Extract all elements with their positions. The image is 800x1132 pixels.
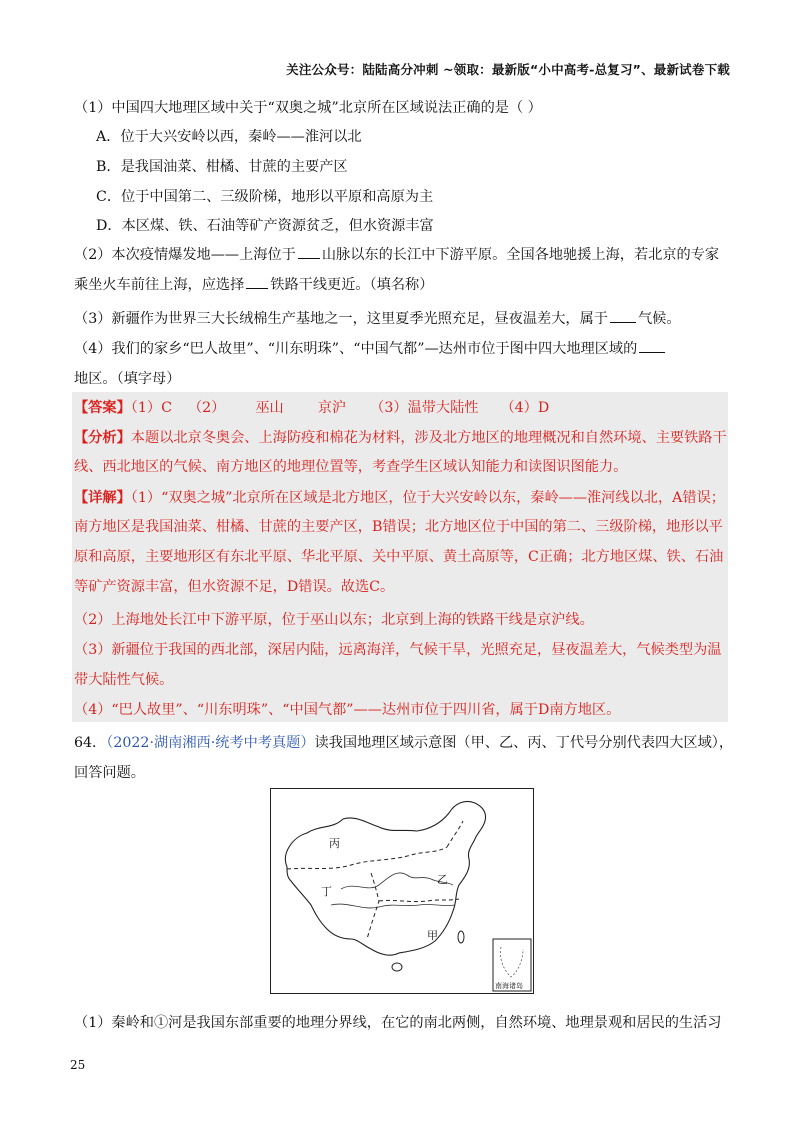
fill-blank bbox=[610, 310, 636, 323]
fill-blank bbox=[298, 246, 320, 259]
q64-sub1: （1）秦岭和①河是我国东部重要的地理分界线，在它的南北两侧，自然环境、地理景观和居民的生活习 bbox=[74, 1015, 722, 1031]
q1-option-c: C．位于中国第二、三级阶梯，地形以平原和高原为主 bbox=[96, 189, 434, 205]
q2-line2 bbox=[74, 275, 433, 295]
fill-blank bbox=[246, 276, 268, 289]
detail-label: 【详解】 bbox=[74, 490, 131, 506]
q4-line1-text: （4）我们的家乡“巴人故里”、“川东明珠”、“中国气都”—达州市位于图中四大地理区域的 bbox=[74, 341, 638, 357]
boundary-tibet bbox=[367, 873, 379, 939]
q4-line2: 地区。（填字母） bbox=[74, 371, 181, 387]
analysis-text-1: 本题以北京冬奥会、上海防疫和棉花为材料，涉及北方地区的地理概况和自然环境、主要铁路干 bbox=[130, 430, 727, 446]
china-region-map bbox=[270, 788, 534, 994]
analysis-label: 【分析】 bbox=[74, 430, 131, 446]
map-label-bing: 丙 bbox=[329, 837, 340, 850]
q1-option-d: D．本区煤、铁、石油等矿产资源贫乏，但水资源丰富 bbox=[96, 218, 434, 234]
analysis-line1 bbox=[74, 428, 727, 448]
detail-line8: （4）“巴人故里”、“川东明珠”、“中国气都”——达州市位于四川省，属于D南方地区。 bbox=[74, 702, 621, 718]
answer-part-6: （4）D bbox=[500, 400, 550, 416]
q3-line bbox=[74, 309, 681, 329]
q64-source: （2022·湖南湘西·统考中考真题） bbox=[106, 735, 315, 751]
detail-line7: 带大陆性气候。 bbox=[74, 672, 174, 688]
q64-line2: 回答问题。 bbox=[74, 765, 145, 781]
answer-part-2: （2） bbox=[187, 400, 226, 416]
answer-part-5: （3）温带大陆性 bbox=[370, 400, 479, 416]
page-header: 关注公众号：陆陆高分冲刺 ~领取：最新版“小中高考-总复习”、最新试卷下载 bbox=[286, 62, 730, 77]
q2-line1-a: （2）本次疫情爆发地——上海位于 bbox=[74, 247, 296, 263]
analysis-line2: 线、西北地区的气候、南方地区的地理位置等，考查学生区域认知能力和读图识图能力。 bbox=[74, 459, 628, 475]
detail-text-1: （1）“双奥之城”北京所在区域是北方地区，位于大兴安岭以东，秦岭——淮河线以北，A错误； bbox=[130, 490, 725, 506]
boundary-northeast bbox=[447, 821, 463, 847]
detail-line1 bbox=[74, 488, 725, 508]
q1-option-a: A．位于大兴安岭以西，秦岭——淮河以北 bbox=[96, 129, 362, 145]
answer-line bbox=[74, 398, 549, 418]
q2-line1-b: 山脉以东的长江中下游平原。全国各地驰援上海，若北京的专家 bbox=[321, 247, 720, 263]
boundary-qinling-huaihe bbox=[379, 899, 459, 902]
fill-blank bbox=[639, 340, 665, 353]
taiwan-island bbox=[458, 931, 464, 943]
answer-part-3: 巫山 bbox=[255, 400, 284, 416]
detail-line6: （3）新疆位于我国的西北部，深居内陆，远离海洋，气候干旱，光照充足，昼夜温差大，气候类型为温 bbox=[74, 642, 722, 658]
china-outline bbox=[285, 801, 485, 955]
detail-line4: 等矿产资源丰富，但水资源不足，D错误。故选C。 bbox=[74, 579, 395, 595]
detail-line3: 原和高原，主要地形区有东北平原、华北平原、关中平原、黄土高原等，C正确；北方地区煤、铁、石油 bbox=[74, 549, 724, 565]
q2-line2-a: 乘坐火车前往上海，应选择 bbox=[74, 277, 245, 293]
q1-stem: （1）中国四大地理区域中关于“双奥之城”北京所在区域说法正确的是（ ） bbox=[74, 100, 542, 116]
answer-part-1: （1）C bbox=[130, 400, 172, 416]
q4-line1 bbox=[74, 339, 667, 359]
map-label-yi: 乙 bbox=[437, 873, 448, 886]
q2-line1 bbox=[74, 245, 719, 265]
q3-b: 气候。 bbox=[637, 311, 681, 327]
q3-a: （3）新疆作为世界三大长绒棉生产基地之一，这里夏季光照充足，昼夜温差大，属于 bbox=[74, 311, 608, 327]
answer-label: 【答案】 bbox=[74, 400, 131, 416]
page-number: 25 bbox=[70, 1058, 86, 1072]
q1-option-b: B．是我国油菜、柑橘、甘蔗的主要产区 bbox=[96, 159, 348, 175]
map-drawing bbox=[271, 789, 533, 993]
answer-part-4: 京沪 bbox=[317, 400, 347, 416]
inset-caption: 南海诸岛 bbox=[495, 982, 523, 990]
yangtze-river bbox=[331, 904, 455, 908]
hainan-island bbox=[392, 963, 402, 971]
map-label-ding: 丁 bbox=[321, 885, 332, 898]
detail-line2: 南方地区是我国油菜、柑橘、甘蔗的主要产区，B错误；北方地区位于中国的第二、三级阶梯，地形以平 bbox=[74, 519, 723, 535]
detail-line5: （2）上海地处长江中下游平原，位于巫山以东；北京到上海的铁路干线是京沪线。 bbox=[74, 612, 594, 628]
q64-number: 64． bbox=[74, 735, 107, 751]
q64-text: 读我国地理区域示意图（甲、乙、丙、丁代号分别代表四大区域）， bbox=[314, 735, 734, 751]
q64-line1 bbox=[74, 733, 733, 753]
boundary-northwest bbox=[287, 847, 447, 869]
map-label-jia: 甲 bbox=[427, 929, 438, 942]
q2-line2-b: 铁路干线更近。（填名称） bbox=[270, 277, 434, 293]
